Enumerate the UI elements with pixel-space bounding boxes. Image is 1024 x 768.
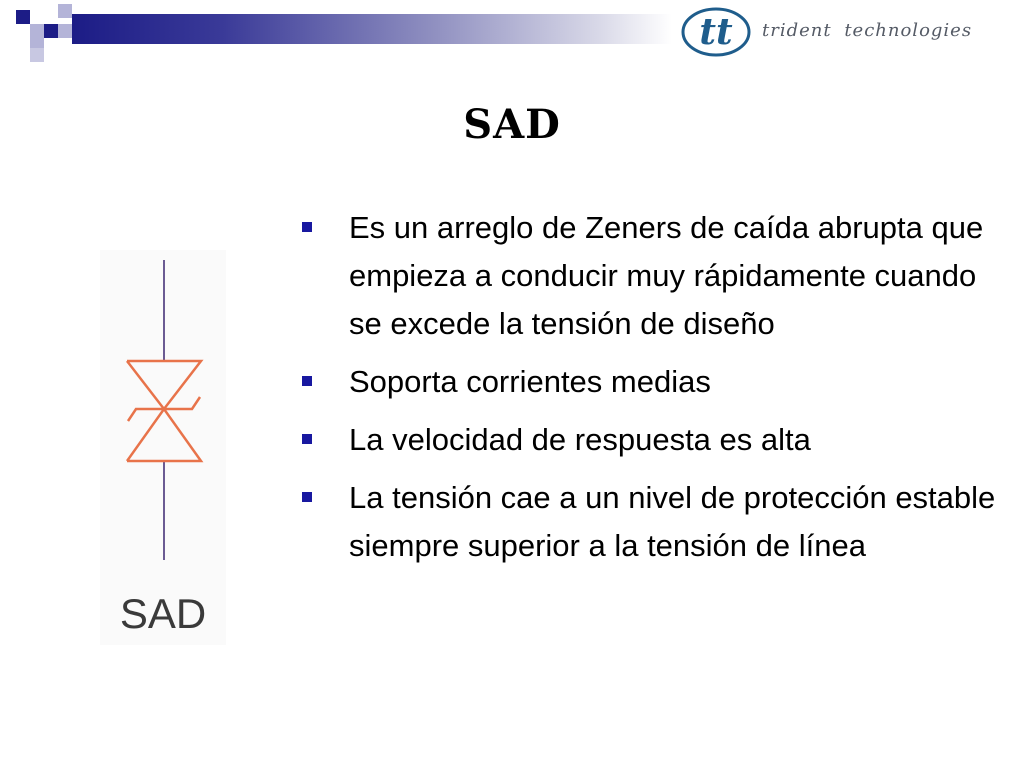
svg-text:tt: tt — [699, 11, 733, 53]
bullet-list — [300, 204, 1000, 580]
logo-wordmark: trident technologies — [762, 20, 973, 41]
header-square-light — [58, 24, 72, 38]
symbol-caption: SAD — [119, 590, 207, 637]
square-bullet-icon — [302, 492, 312, 502]
header-square-light — [58, 4, 72, 18]
bullet-text: La tensión cae a un nivel de protección estable siempre superior a la tensión de línea — [349, 480, 996, 563]
square-bullet-icon — [302, 434, 312, 444]
header-gradient-band — [72, 14, 672, 44]
bullet-item — [300, 204, 1000, 348]
bullet-item — [300, 416, 1000, 464]
header-square-light — [30, 24, 44, 38]
bullet-item — [300, 474, 1000, 570]
header-square-dark — [16, 10, 30, 24]
header-square-light — [30, 48, 44, 62]
bullet-item — [300, 358, 1000, 406]
square-bullet-icon — [302, 376, 312, 386]
bullet-text: Soporta corrientes medias — [349, 364, 711, 399]
bullet-text: La velocidad de respuesta es alta — [349, 422, 811, 457]
square-bullet-icon — [302, 222, 312, 232]
header-square-dark — [44, 24, 58, 38]
slide-title: SAD — [463, 101, 561, 148]
bullet-text: Es un arreglo de Zeners de caída abrupta que empieza a conducir muy rápidamente cuando se excede la tensión de diseño — [349, 210, 984, 341]
sad-diode-symbol — [100, 255, 226, 575]
